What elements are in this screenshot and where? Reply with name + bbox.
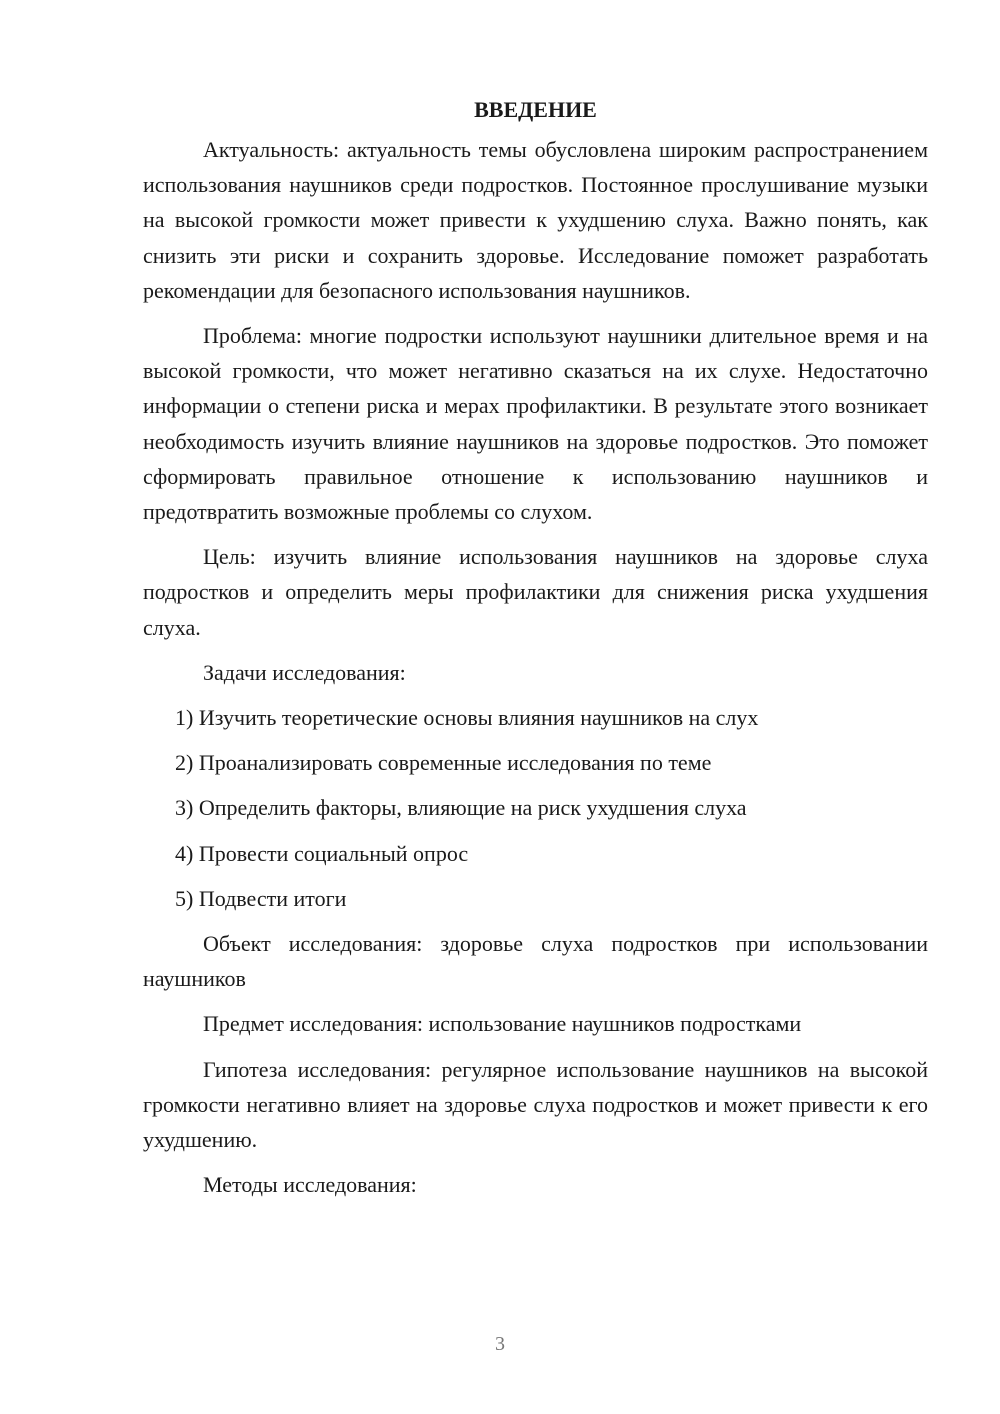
methods-heading: Методы исследования: [203, 1172, 417, 1198]
task-item: 3) Определить факторы, влияющие на риск ухудшения слуха [175, 795, 747, 821]
document-page [143, 92, 928, 1212]
relevance-paragraph: Актуальность: актуальность темы обусловлена широким распространением использования наушников среди подростков. Постоянное прослушивание музыки на высокой громкости может привести к ухудшению слуха. Важно понять, как снизить эти риски и сохранить здоровье. Исследование поможет разработать рекомендации для безопасного использования наушников. [143, 137, 928, 303]
hypothesis-paragraph: Гипотеза исследования: регулярное использование наушников на высокой громкости негативно влияет на здоровье слуха подростков и может привести к его ухудшению. [143, 1056, 928, 1153]
goal-paragraph: Цель: изучить влияние использования наушников на здоровье слуха подростков и определить меры профилактики для снижения риска ухудшения слуха. [143, 544, 928, 640]
task-item: 4) Провести социальный опрос [175, 840, 469, 866]
problem-paragraph: Проблема: многие подростки используют наушники длительное время и на высокой громкости, что может негативно сказаться на их слухе. Недостаточно информации о степени риска и мерах профилактики. В результате этого возникает необходимость изучить влияние наушников на здоровье подростков. Это поможет сформировать правильное отношение к использованию наушников и предотвратить возможные проблемы со слухом. [143, 323, 928, 525]
section-title: ВВЕДЕНИЕ [474, 97, 597, 122]
task-item: 5) Подвести итоги [175, 885, 347, 911]
task-item: 1) Изучить теоретические основы влияния наушников на слух [175, 705, 759, 731]
object-paragraph: Объект исследования: здоровье слуха подростков при использовании наушников [143, 931, 928, 992]
page-number: 3 [495, 1333, 505, 1355]
task-item: 2) Проанализировать современные исследования по теме [175, 750, 712, 776]
subject-paragraph: Предмет исследования: использование наушников подростками [203, 1011, 802, 1037]
tasks-heading: Задачи исследования: [203, 659, 406, 685]
tasks-list [143, 700, 928, 916]
